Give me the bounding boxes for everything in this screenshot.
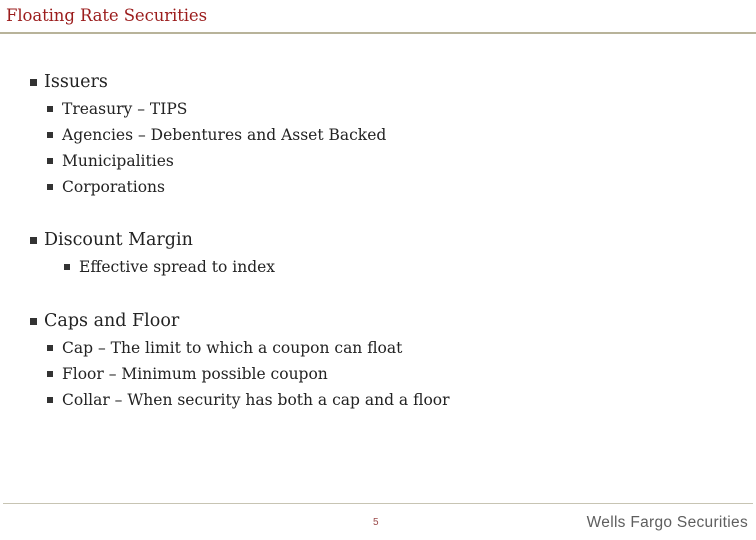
brand-logo-text: Wells Fargo Securities (586, 514, 748, 531)
list-item-text: Agencies – Debentures and Asset Backed (62, 126, 387, 144)
slide-title: Floating Rate Securities (6, 6, 207, 25)
heading-text: Discount Margin (44, 230, 193, 250)
section-issuers (30, 70, 386, 200)
list-item (47, 174, 386, 200)
list-item-text: Effective spread to index (79, 258, 276, 276)
sub-list (30, 96, 386, 200)
square-bullet-icon (47, 158, 53, 164)
section-discount-margin (30, 228, 275, 280)
section-heading (30, 228, 275, 252)
sub-list (30, 335, 450, 413)
heading-text: Issuers (44, 72, 108, 92)
square-bullet-icon (47, 132, 53, 138)
sub-list (30, 254, 275, 280)
square-bullet-icon (47, 106, 53, 112)
page-number: 5 (373, 517, 379, 528)
heading-text: Caps and Floor (44, 311, 180, 331)
footer-divider (3, 503, 753, 504)
square-bullet-icon (47, 345, 53, 351)
list-item (47, 148, 386, 174)
square-bullet-icon (30, 79, 37, 86)
title-divider (0, 32, 756, 34)
list-item (64, 254, 275, 280)
square-bullet-icon (47, 184, 53, 190)
list-item-text: Collar – When security has both a cap and a floor (62, 391, 450, 409)
square-bullet-icon (47, 371, 53, 377)
section-heading (30, 70, 386, 94)
list-item (47, 361, 450, 387)
list-item-text: Treasury – TIPS (62, 100, 188, 118)
square-bullet-icon (30, 318, 37, 325)
list-item (47, 96, 386, 122)
list-item (47, 335, 450, 361)
section-heading (30, 309, 450, 333)
list-item-text: Municipalities (62, 152, 174, 170)
square-bullet-icon (30, 237, 37, 244)
list-item-text: Corporations (62, 178, 165, 196)
list-item (47, 387, 450, 413)
list-item-text: Cap – The limit to which a coupon can float (62, 339, 403, 357)
list-item-text: Floor – Minimum possible coupon (62, 365, 328, 383)
square-bullet-icon (47, 397, 53, 403)
list-item (47, 122, 386, 148)
square-bullet-icon (64, 264, 70, 270)
section-caps-and-floor (30, 309, 450, 413)
